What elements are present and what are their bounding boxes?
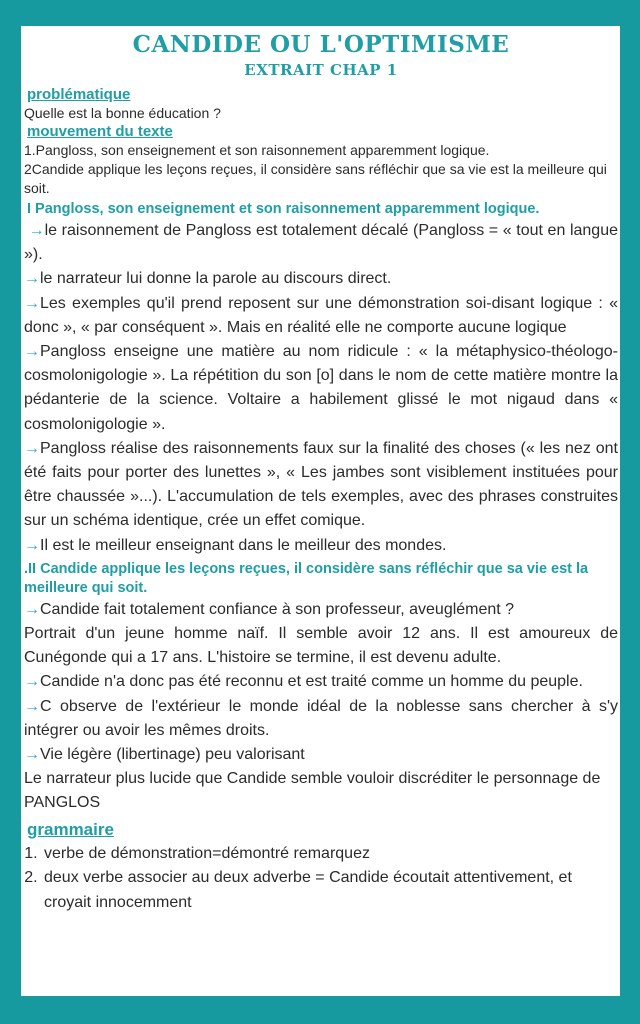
list-item: 2. deux verbe associer au deux adverbe = Candide écoutait attentivement, et croyait innocemment	[42, 866, 618, 915]
part2-heading: .II Candide applique les leçons reçues, il considère sans réfléchir que sa vie est la meilleure qui soit.	[24, 560, 589, 596]
arrow-icon: →	[24, 439, 40, 457]
arrow-icon: →	[24, 697, 40, 715]
list-item: 1. verbe de démonstration=démontré remarquez	[42, 842, 618, 867]
document-subtitle: EXTRAIT CHAP 1	[244, 61, 398, 79]
part2-paragraph: Portrait d'un jeune homme naïf. Il semble avoir 12 ans. Il est amoureux de Cunégonde qui a 17 ans. L'histoire se termine, il est devenu adulte.	[24, 625, 618, 667]
part1-paragraph: →le raisonnement de Pangloss est totalement décalé (Pangloss = « tout en langue »).	[24, 222, 618, 264]
part1-paragraph: →Les exemples qu'il prend reposent sur une démonstration soi-disant logique : « donc », « par conséquent ». Mais en réalité elle ne comporte aucune logique	[24, 294, 618, 336]
document-title: CANDIDE OU L'OPTIMISME	[132, 31, 510, 58]
mouvement-item-1: 1.Pangloss, son enseignement et son raisonnement apparemment logique.	[24, 142, 490, 158]
grammaire-heading: grammaire	[27, 819, 114, 839]
mouvement-heading: mouvement du texte	[27, 123, 173, 140]
part1-paragraph: →le narrateur lui donne la parole au discours direct.	[24, 270, 392, 288]
mouvement-item-2: 2Candide applique les leçons reçues, il considère sans réfléchir que sa vie est la meilleure qui soit.	[24, 161, 607, 196]
arrow-icon: →	[24, 536, 40, 554]
part1-paragraph: →Pangloss enseigne une matière au nom ridicule : « la métaphysico-théologo-cosmolonigologie ». La répétition du son [o] dans le nom de cette matière montre la pédanterie de la science. Voltaire a habilement glissé le mot nigaud dans « cosmolonigologie ».	[24, 343, 618, 433]
part2-paragraph: →C observe de l'extérieur le monde idéal de la noblesse sans chercher à s'y intégrer ou avoir les mêmes droits.	[24, 697, 618, 739]
arrow-icon: →	[24, 270, 40, 288]
arrow-icon: →	[24, 600, 40, 618]
arrow-icon: →	[24, 673, 40, 691]
document-page	[21, 26, 620, 996]
part1-paragraph: →Pangloss réalise des raisonnements faux sur la finalité des choses (« les nez ont été faits pour porter des lunettes », « Les jambes sont visiblement instituées pour être chaussée »...). L'accumulation de tels exemples, avec des phrases construites sur un schéma identique, crée un effet comique.	[24, 439, 618, 530]
grammaire-list	[24, 842, 618, 916]
arrow-icon: →	[24, 343, 40, 361]
part1-heading: I Pangloss, son enseignement et son raisonnement apparemment logique.	[27, 201, 540, 217]
part2-paragraph: Le narrateur plus lucide que Candide semble vouloir discréditer le personnage de PANGLOS	[24, 770, 601, 812]
part2-paragraph: →Vie légère (libertinage) peu valorisant	[24, 746, 305, 764]
problematique-question: Quelle est la bonne éducation ?	[24, 105, 221, 121]
part2-paragraph: →Candide n'a donc pas été reconnu et est traité comme un homme du peuple.	[24, 673, 583, 691]
arrow-icon: →	[24, 746, 40, 764]
part2-paragraph: →Candide fait totalement confiance à son professeur, aveuglément ?	[24, 600, 515, 618]
arrow-icon: →	[28, 222, 45, 239]
problematique-heading: problématique	[27, 86, 131, 103]
part1-paragraph: →Il est le meilleur enseignant dans le meilleur des mondes.	[24, 536, 447, 554]
arrow-icon: →	[24, 294, 40, 312]
